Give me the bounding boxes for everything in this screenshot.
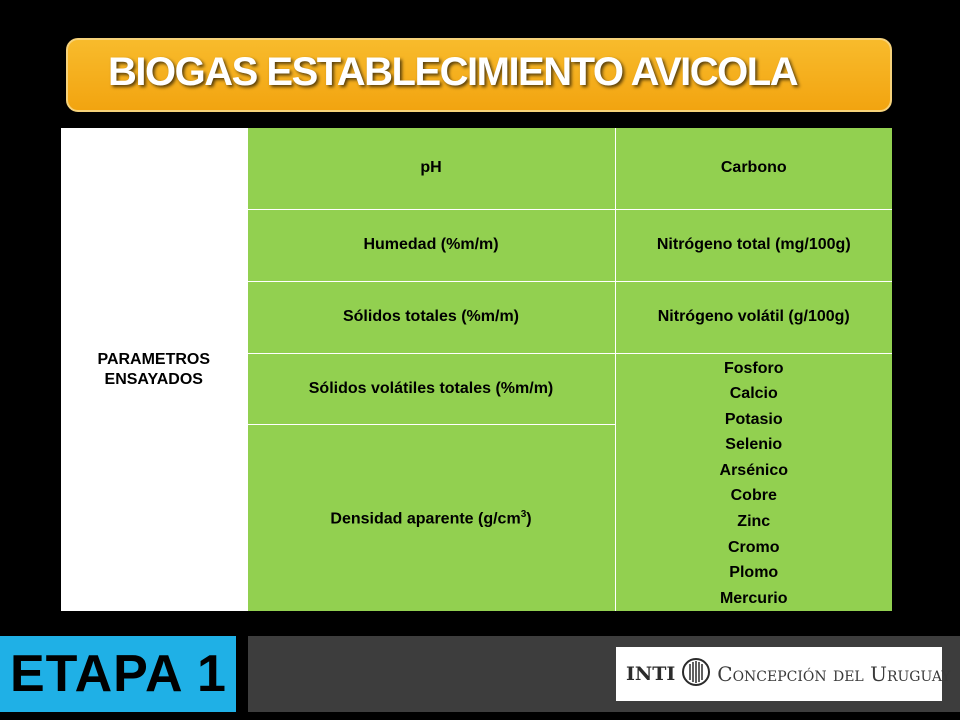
list-item: Zinc [737,513,771,531]
parameters-label-line-1: PARAMETROS [97,350,211,368]
parameters-label-line-2: ENSAYADOS [104,370,203,388]
density-exponent: 3 [520,508,527,520]
table-cell [247,425,615,611]
table-row [61,128,892,209]
table-cell: Carbono [615,128,892,209]
table-cell: Sólidos totales (%m/m) [247,281,615,353]
stage-label: ETAPA 1 [10,645,227,703]
parameters-table [61,128,892,611]
slide-title: BIOGAS ESTABLECIMIENTO AVICOLA [108,50,798,94]
table-cell: Nitrógeno total (mg/100g) [615,209,892,281]
inti-emblem-icon [681,657,711,692]
logo-org-text: INTI [626,663,676,685]
title-banner [66,38,892,112]
list-item: Selenio [725,436,783,454]
density-suffix: ) [526,510,532,528]
density-label: Densidad aparente (g/cm [330,510,521,528]
table-cell: Nitrógeno volátil (g/100g) [615,281,892,353]
logo-city-text: Concepción del Uruguay [717,662,951,686]
table-cell: Sólidos volátiles totales (%m/m) [247,353,615,425]
list-item: Potasio [724,410,783,428]
list-item: Fosforo [723,359,784,377]
list-item: Calcio [729,385,778,403]
list-item: Plomo [729,564,779,582]
list-item: Arsénico [719,461,788,479]
list-item: Cobre [730,487,777,505]
elements-cell [615,353,892,611]
inti-logo [616,647,951,701]
list-item: Cromo [727,538,780,556]
stage-box [0,636,236,712]
elements-list [616,354,893,612]
table-cell: Humedad (%m/m) [247,209,615,281]
table-cell: pH [247,128,615,209]
parameters-label-cell [61,128,247,611]
list-item: Mercurio [719,589,788,607]
